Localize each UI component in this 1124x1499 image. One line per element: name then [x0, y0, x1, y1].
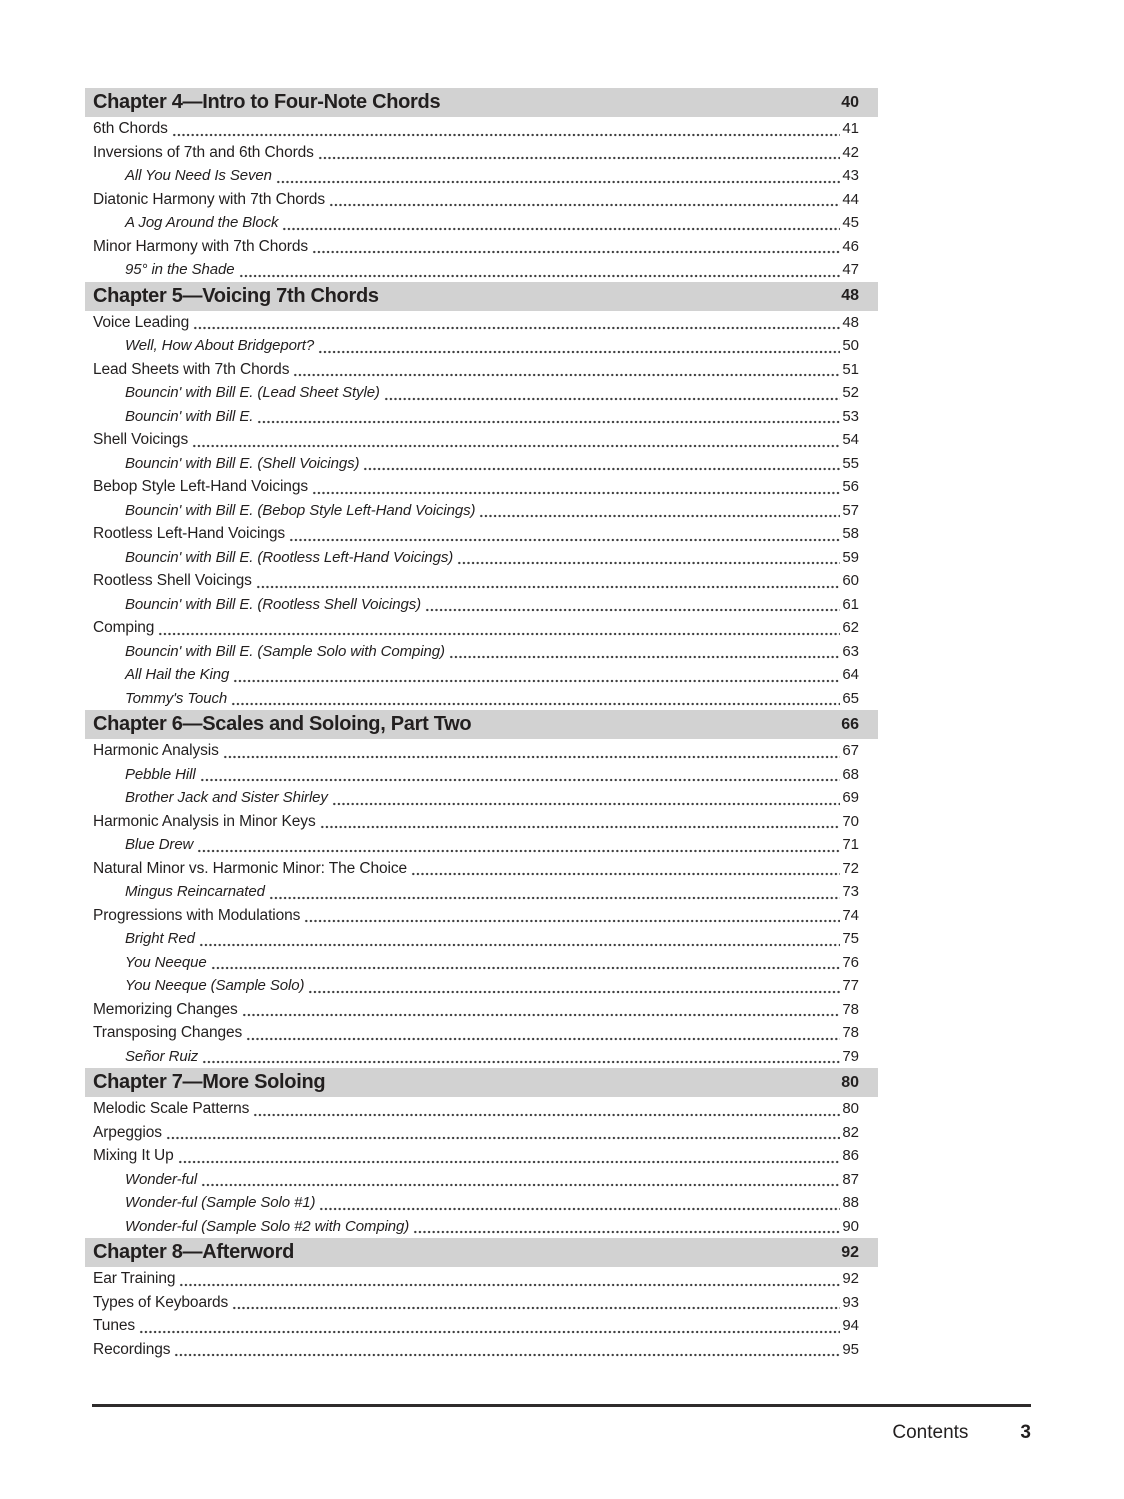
toc-entry-title: Minor Harmony with 7th Chords	[93, 237, 309, 255]
toc-entry-page-number: 48	[842, 313, 859, 331]
toc-entry	[85, 1021, 878, 1045]
dot-leader	[193, 326, 840, 330]
dot-leader	[425, 608, 840, 612]
toc-entry	[85, 616, 878, 640]
dot-leader	[166, 1136, 840, 1140]
toc-entry	[85, 1291, 878, 1315]
toc-entry-page-number: 77	[842, 977, 859, 994]
toc-entry-title: Melodic Scale Patterns	[93, 1100, 250, 1117]
chapter-heading	[85, 1238, 878, 1267]
toc-entry-page-number: 87	[842, 1170, 859, 1188]
toc-entry	[85, 141, 878, 165]
toc-entry	[85, 998, 878, 1022]
chapter-page-number: 40	[841, 93, 859, 111]
toc-entry	[85, 593, 878, 617]
toc-entry-title: Bouncin' with Bill E. (Sample Solo with Comping)	[125, 642, 445, 660]
toc-entry-page-number: 55	[842, 454, 859, 472]
toc-entry	[85, 786, 878, 810]
chapter-title: Chapter 7—More Soloing	[93, 1071, 326, 1093]
dot-leader	[384, 397, 840, 401]
toc-entry	[85, 880, 878, 904]
toc-entry-page-number: 90	[842, 1217, 859, 1235]
dot-leader	[320, 825, 841, 829]
toc-entry-page-number: 60	[842, 572, 859, 589]
footer-page-number: 3	[1020, 1422, 1031, 1443]
toc-entry-title: Types of Keyboards	[93, 1293, 229, 1311]
dot-leader	[318, 350, 840, 354]
toc-entry-page-number: 74	[842, 906, 859, 924]
toc-entry-title: Pebble Hill	[125, 765, 196, 783]
chapter-page-number: 92	[841, 1243, 859, 1261]
chapter-title: Chapter 8—Afterword	[93, 1241, 294, 1263]
dot-leader	[304, 919, 840, 923]
toc-entry	[85, 358, 878, 382]
toc-entry	[85, 1168, 878, 1192]
toc-entry-page-number: 95	[842, 1340, 859, 1358]
toc-entry-title: Tunes	[93, 1317, 136, 1334]
toc-entry-page-number: 68	[842, 765, 859, 783]
toc-entry-page-number: 79	[842, 1047, 859, 1065]
footer-section-label: Contents	[892, 1422, 969, 1443]
chapter-title: Chapter 4—Intro to Four-Note Chords	[93, 91, 441, 113]
toc-entry-title: Bouncin' with Bill E. (Rootless Left-Hand Voicings)	[125, 548, 454, 566]
toc-entry	[85, 904, 878, 928]
toc-entry-title: Inversions of 7th and 6th Chords	[93, 143, 314, 161]
dot-leader	[332, 802, 840, 806]
toc-entry-title: Progressions with Modulations	[93, 906, 301, 924]
toc-entry-title: 6th Chords	[93, 120, 168, 137]
toc-entry-title: A Jog Around the Block	[125, 214, 279, 231]
toc-entry	[85, 405, 878, 429]
toc-entry-page-number: 44	[842, 190, 859, 208]
toc-entry-page-number: 70	[842, 812, 859, 830]
toc-entry	[85, 311, 878, 335]
toc-entry	[85, 810, 878, 834]
toc-entry	[85, 1267, 878, 1291]
dot-leader	[233, 679, 840, 683]
toc-entry-page-number: 58	[842, 525, 859, 542]
dot-leader	[231, 702, 840, 706]
toc-entry-page-number: 52	[842, 384, 859, 401]
toc-entry-title: Rootless Shell Voicings	[93, 572, 252, 589]
dot-leader	[282, 227, 840, 231]
toc-entry	[85, 857, 878, 881]
chapter-heading	[85, 1068, 878, 1097]
dot-leader	[172, 133, 840, 137]
toc-entry-title: Bouncin' with Bill E. (Rootless Shell Voicings)	[125, 595, 422, 613]
toc-entry	[85, 974, 878, 998]
toc-entry-title: 95° in the Shade	[125, 261, 235, 278]
chapter-page-number: 66	[841, 715, 859, 733]
toc-entry-page-number: 45	[842, 214, 859, 231]
toc-entry-title: Transposing Changes	[93, 1024, 243, 1041]
toc-entry	[85, 833, 878, 857]
toc-entry-page-number: 64	[842, 666, 859, 683]
toc-entry	[85, 334, 878, 358]
toc-entry-title: Bouncin' with Bill E. (Lead Sheet Style)	[125, 384, 380, 401]
toc-entry-title: You Neeque	[125, 953, 207, 971]
dot-leader	[197, 849, 840, 853]
toc-entry-page-number: 61	[842, 595, 859, 613]
toc-entry	[85, 475, 878, 499]
toc-entry	[85, 117, 878, 141]
dot-leader	[211, 966, 841, 970]
chapter-page-number: 48	[841, 287, 859, 304]
dot-leader	[257, 420, 840, 424]
dot-leader	[179, 1283, 840, 1287]
toc-entry	[85, 258, 878, 282]
toc-entry-page-number: 78	[842, 1000, 859, 1018]
toc-entry-page-number: 50	[842, 337, 859, 354]
toc-entry-page-number: 65	[842, 689, 859, 707]
dot-leader	[174, 1353, 840, 1357]
footer-rule	[92, 1404, 1031, 1407]
footer	[85, 1422, 1031, 1444]
toc-entry-title: Señor Ruiz	[125, 1047, 199, 1065]
toc-entry	[85, 381, 878, 405]
toc-entry-title: Tommy's Touch	[125, 689, 228, 707]
toc-entry	[85, 1045, 878, 1069]
toc-entry-page-number: 71	[842, 836, 859, 853]
toc-entry	[85, 640, 878, 664]
toc-entry-page-number: 94	[842, 1317, 859, 1334]
toc-entry-title: Memorizing Changes	[93, 1000, 238, 1018]
toc-entry-page-number: 43	[842, 167, 859, 184]
toc-entry-title: Wonder-ful	[125, 1170, 198, 1188]
dot-leader	[253, 1113, 840, 1117]
chapter-heading	[85, 88, 878, 117]
dot-leader	[139, 1330, 840, 1334]
toc-entry-page-number: 93	[842, 1293, 859, 1311]
toc-entry	[85, 1144, 878, 1168]
dot-leader	[319, 1207, 840, 1211]
toc-entry-page-number: 53	[842, 407, 859, 425]
dot-leader	[256, 585, 840, 589]
toc-entry	[85, 1191, 878, 1215]
toc-entry-page-number: 62	[842, 619, 859, 636]
toc-entry	[85, 188, 878, 212]
toc-entry-title: Bebop Style Left-Hand Voicings	[93, 478, 308, 495]
toc-entry-title: Lead Sheets with 7th Chords	[93, 360, 290, 378]
dot-leader	[449, 655, 840, 659]
toc-entry	[85, 499, 878, 523]
toc-entry-title: Recordings	[93, 1340, 171, 1358]
toc-entry-title: Comping	[93, 619, 155, 636]
toc-entry	[85, 951, 878, 975]
toc-entry-page-number: 69	[842, 789, 859, 806]
toc-entry	[85, 546, 878, 570]
toc-entry-page-number: 67	[842, 742, 859, 759]
dot-leader	[479, 514, 840, 518]
dot-leader	[239, 274, 841, 278]
toc-entry	[85, 1215, 878, 1239]
toc-entry-title: Voice Leading	[93, 313, 190, 331]
dot-leader	[329, 203, 840, 207]
toc-entry	[85, 1314, 878, 1338]
toc-entry	[85, 428, 878, 452]
toc-entry-page-number: 73	[842, 883, 859, 900]
toc-entry	[85, 763, 878, 787]
toc-entry-page-number: 59	[842, 548, 859, 566]
toc-entry-title: All Hail the King	[125, 666, 230, 683]
dot-leader	[201, 1183, 840, 1187]
toc-entry-page-number: 57	[842, 501, 859, 519]
dot-leader	[312, 250, 840, 254]
dot-leader	[199, 943, 840, 947]
toc-entry	[85, 927, 878, 951]
dot-leader	[158, 632, 840, 636]
dot-leader	[413, 1230, 840, 1234]
chapter-title: Chapter 6—Scales and Soloing, Part Two	[93, 713, 472, 735]
toc-entry-title: Bright Red	[125, 930, 195, 947]
dot-leader	[200, 778, 841, 782]
toc-entry-page-number: 63	[842, 642, 859, 660]
toc-entry-page-number: 56	[842, 478, 859, 495]
toc-entry-title: Wonder-ful (Sample Solo #2 with Comping)	[125, 1217, 410, 1235]
toc-entry-page-number: 72	[842, 859, 859, 877]
toc-entry-title: Well, How About Bridgeport?	[125, 337, 315, 354]
dot-leader	[293, 373, 840, 377]
dot-leader	[178, 1160, 841, 1164]
toc-entry-page-number: 92	[842, 1270, 859, 1287]
dot-leader	[411, 872, 840, 876]
chapter-title: Chapter 5—Voicing 7th Chords	[93, 284, 379, 307]
toc-entry-title: All You Need Is Seven	[125, 167, 272, 184]
chapter-heading	[85, 710, 878, 739]
toc-entry-title: You Neeque (Sample Solo)	[125, 977, 305, 994]
dot-leader	[312, 491, 840, 495]
toc-entry-title: Bouncin' with Bill E. (Shell Voicings)	[125, 454, 360, 472]
toc-entry-page-number: 41	[842, 120, 859, 137]
toc-entry-page-number: 47	[842, 261, 859, 278]
toc-entry-page-number: 82	[842, 1123, 859, 1141]
dot-leader	[202, 1060, 840, 1064]
toc-entry-title: Blue Drew	[125, 836, 194, 853]
toc-entry-title: Shell Voicings	[93, 431, 189, 448]
toc-entry	[85, 739, 878, 763]
dot-leader	[363, 467, 840, 471]
toc-entry-title: Mingus Reincarnated	[125, 883, 265, 900]
toc-entry-page-number: 54	[842, 431, 859, 448]
toc-entry-title: Harmonic Analysis	[93, 742, 219, 759]
dot-leader	[318, 156, 840, 160]
toc-entry	[85, 1097, 878, 1121]
toc-entry	[85, 1338, 878, 1362]
toc-list	[85, 88, 878, 1361]
toc-entry-title: Ear Training	[93, 1270, 176, 1287]
toc-entry-title: Arpeggios	[93, 1123, 162, 1141]
toc-entry-page-number: 75	[842, 930, 859, 947]
dot-leader	[289, 538, 840, 542]
toc-entry-page-number: 88	[842, 1194, 859, 1211]
toc-entry-page-number: 80	[842, 1100, 859, 1117]
toc-entry	[85, 164, 878, 188]
toc-entry	[85, 522, 878, 546]
dot-leader	[232, 1306, 840, 1310]
toc-entry-title: Mixing It Up	[93, 1147, 174, 1164]
toc-entry	[85, 235, 878, 259]
toc-entry-page-number: 86	[842, 1147, 859, 1164]
toc-entry-page-number: 46	[842, 237, 859, 255]
toc-entry	[85, 1121, 878, 1145]
toc-entry	[85, 663, 878, 687]
toc-entry-title: Natural Minor vs. Harmonic Minor: The Choice	[93, 859, 408, 877]
dot-leader	[242, 1013, 841, 1017]
toc-entry-title: Bouncin' with Bill E. (Bebop Style Left-Hand Voicings)	[125, 501, 476, 519]
toc-entry-title: Harmonic Analysis in Minor Keys	[93, 812, 316, 830]
toc-entry	[85, 211, 878, 235]
dot-leader	[308, 990, 840, 994]
dot-leader	[223, 755, 841, 759]
chapter-heading	[85, 282, 878, 311]
toc-entry-page-number: 42	[842, 143, 859, 161]
toc-entry-page-number: 76	[842, 953, 859, 971]
toc-entry	[85, 452, 878, 476]
toc-entry-page-number: 51	[842, 360, 859, 378]
toc-entry	[85, 687, 878, 711]
dot-leader	[276, 180, 840, 184]
toc-entry-title: Rootless Left-Hand Voicings	[93, 525, 286, 542]
dot-leader	[457, 561, 840, 565]
chapter-page-number: 80	[841, 1073, 859, 1091]
toc-entry	[85, 569, 878, 593]
toc-entry-title: Bouncin' with Bill E.	[125, 407, 254, 425]
toc-entry-title: Diatonic Harmony with 7th Chords	[93, 190, 325, 208]
toc-entry-page-number: 78	[842, 1024, 859, 1041]
toc-entry-title: Brother Jack and Sister Shirley	[125, 789, 328, 806]
dot-leader	[269, 896, 840, 900]
dot-leader	[192, 444, 840, 448]
dot-leader	[246, 1037, 840, 1041]
toc-entry-title: Wonder-ful (Sample Solo #1)	[125, 1194, 316, 1211]
